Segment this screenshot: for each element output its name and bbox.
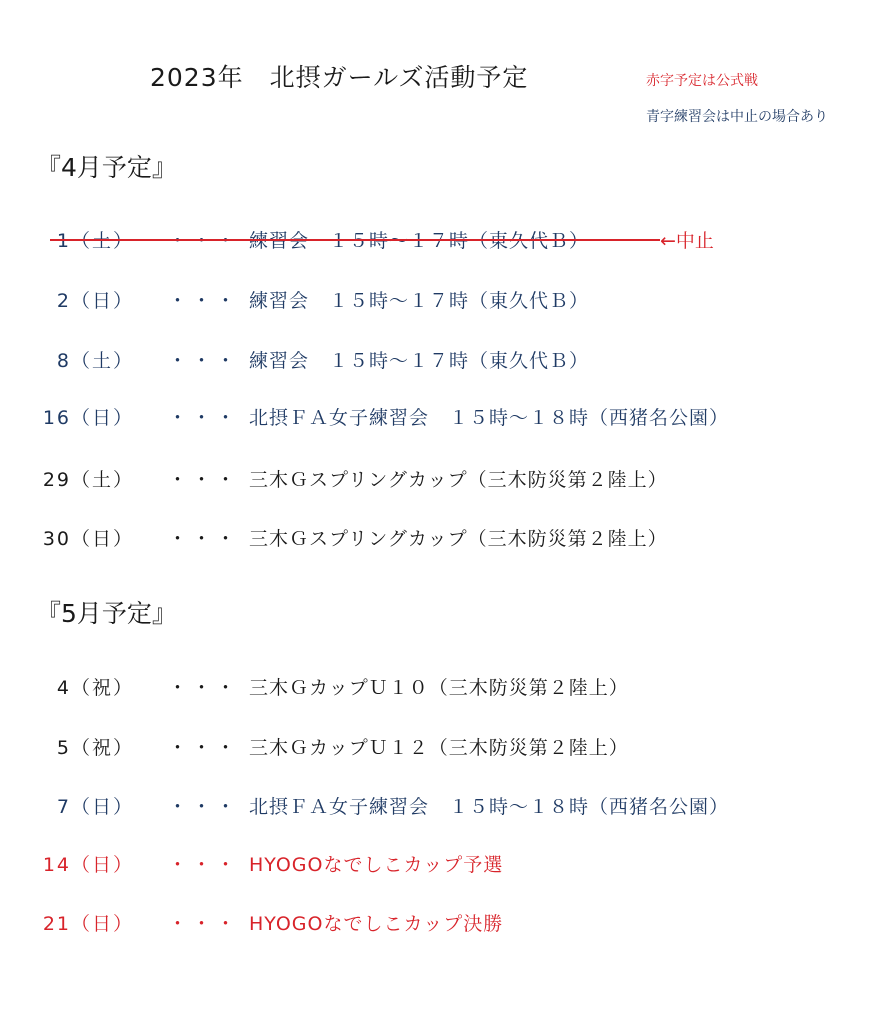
- row-date: 29（土）: [42, 469, 134, 491]
- schedule-row-may-7: [0, 788, 892, 822]
- schedule-row-april-1: [0, 222, 892, 256]
- row-date: 1（土）: [56, 230, 134, 252]
- row-event: 三木Ｇスプリングカップ（三木防災第２陸上）: [249, 528, 668, 550]
- row-dots: ・・・: [168, 469, 241, 491]
- row-dots: ・・・: [168, 796, 241, 818]
- row-date: 30（日）: [42, 528, 134, 550]
- row-dots: ・・・: [168, 677, 241, 699]
- row-date: 8（土）: [56, 350, 134, 372]
- row-event: HYOGOなでしこカップ決勝: [249, 913, 504, 935]
- legend-practice-note: 青字練習会は中止の場合あり: [646, 109, 828, 125]
- schedule-row-april-29: [0, 461, 892, 495]
- schedule-row-april-30: [0, 520, 892, 554]
- row-event: 三木Ｇスプリングカップ（三木防災第２陸上）: [249, 469, 668, 491]
- row-event: 練習会 １５時〜１７時（東久代Ｂ）: [249, 350, 590, 372]
- row-date: 14（日）: [42, 854, 134, 876]
- row-event: 三木ＧカップＵ１０（三木防災第２陸上）: [249, 677, 629, 699]
- row-event: 三木ＧカップＵ１２（三木防災第２陸上）: [249, 737, 629, 759]
- row-date: 21（日）: [42, 913, 134, 935]
- page-title: 2023年 北摂ガールズ活動予定: [150, 63, 529, 92]
- schedule-row-april-2: [0, 282, 892, 316]
- schedule-row-may-21: [0, 905, 892, 939]
- may-heading: 『5月予定』: [36, 599, 177, 628]
- row-date: 16（日）: [42, 407, 134, 429]
- schedule-row-april-8: [0, 342, 892, 376]
- april-heading: 『4月予定』: [36, 153, 177, 182]
- legend-official-note: 赤字予定は公式戦: [646, 73, 758, 89]
- row-date: 2（日）: [56, 290, 134, 312]
- row-event: 練習会 １５時〜１７時（東久代Ｂ）: [249, 230, 590, 252]
- row-dots: ・・・: [168, 528, 241, 550]
- row-date: 5（祝）: [56, 737, 134, 759]
- row-dots: ・・・: [168, 290, 241, 312]
- schedule-row-may-14: [0, 846, 892, 880]
- schedule-row-may-4: [0, 669, 892, 703]
- row-event: HYOGOなでしこカップ予選: [249, 854, 504, 876]
- cancel-strike-line: [50, 239, 660, 241]
- row-date: 4（祝）: [56, 677, 134, 699]
- schedule-row-may-5: [0, 729, 892, 763]
- row-date: 7（日）: [56, 796, 134, 818]
- row-event: 北摂ＦＡ女子練習会 １５時〜１８時（西猪名公園）: [249, 407, 730, 429]
- row-dots: ・・・: [168, 913, 241, 935]
- cancelled-mark: ←中止: [660, 230, 714, 252]
- row-dots: ・・・: [168, 407, 241, 429]
- row-dots: ・・・: [168, 350, 241, 372]
- row-event: 北摂ＦＡ女子練習会 １５時〜１８時（西猪名公園）: [249, 796, 730, 818]
- row-dots: ・・・: [168, 854, 241, 876]
- row-dots: ・・・: [168, 737, 241, 759]
- row-event: 練習会 １５時〜１７時（東久代Ｂ）: [249, 290, 590, 312]
- schedule-row-april-16: [0, 399, 892, 433]
- row-dots: ・・・: [168, 230, 241, 252]
